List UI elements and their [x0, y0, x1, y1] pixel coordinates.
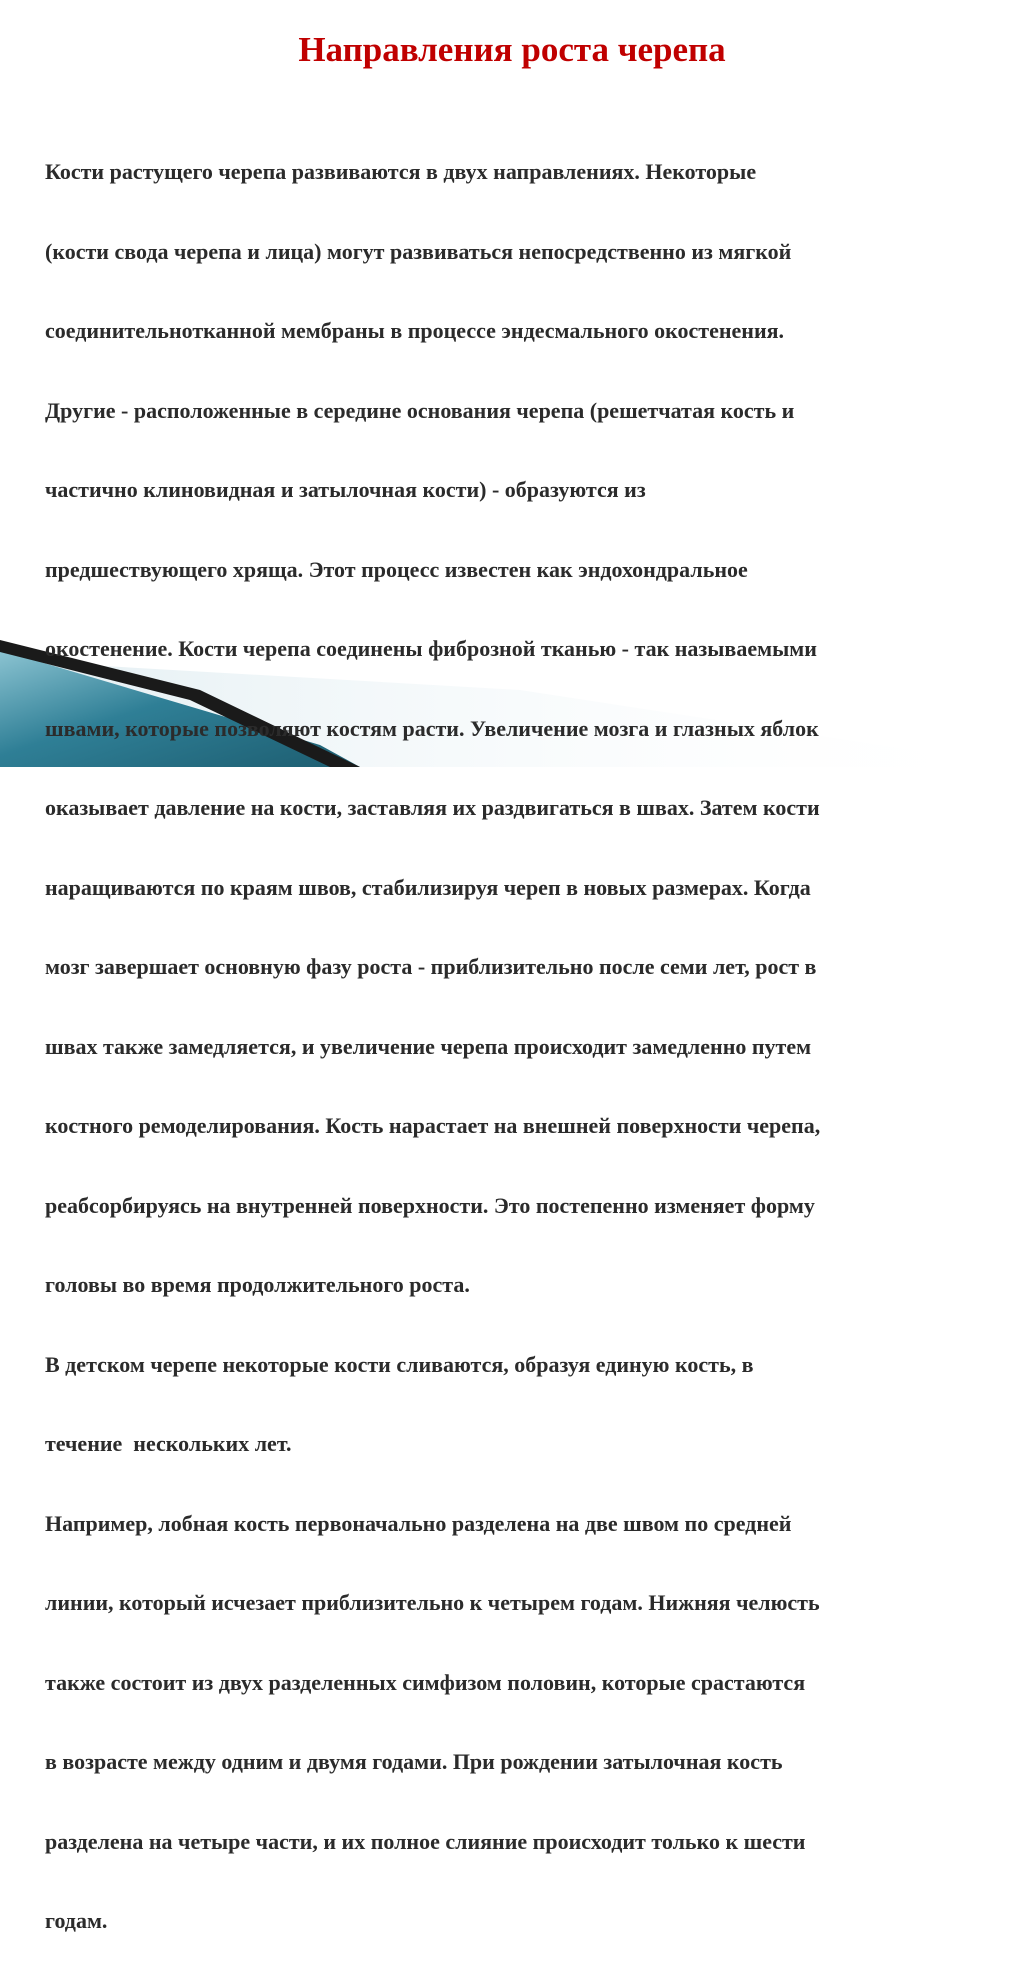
text-line: оказывает давление на кости, заставляя их раздвигаться в швах. Затем кости — [45, 795, 820, 820]
slide-title: Направления роста черепа — [298, 30, 726, 69]
text-line: В детском черепе некоторые кости сливаются, образуя единую кость, в — [45, 1351, 754, 1377]
text-line: также состоит из двух разделенных симфизом половин, которые срастаются — [45, 1669, 806, 1695]
text-line: окостенение. Кости черепа соединены фиброзной тканью - так называемыми — [45, 636, 817, 661]
text-line: швах также замедляется, и увеличение черепа происходит замедленно путем — [45, 1033, 812, 1059]
text-line: предшествующего хряща. Этот процесс известен как эндохондральное — [45, 556, 748, 582]
text-line: Кости растущего черепа развиваются в двух направлениях. Некоторые — [45, 159, 757, 184]
text-line: Например, лобная кость первоначально разделена на две швом по средней — [45, 1510, 792, 1536]
text-line: швами, которые позволяют костям расти. Увеличение мозга и глазных яблок — [45, 715, 819, 741]
text-line: в возрасте между одним и двумя годами. При рождении затылочная кость — [45, 1749, 783, 1774]
text-line: частично клиновидная и затылочная кости) - образуются из — [45, 477, 646, 502]
text-line: соединительнотканной мембраны в процессе эндесмального окостенения. — [45, 318, 785, 343]
text-line: Другие - расположенные в середине основания черепа (решетчатая кость и — [45, 397, 795, 423]
body-text — [45, 106, 1005, 1988]
text-line: костного ремоделирования. Кость нарастает на внешней поверхности черепа, — [45, 1113, 821, 1138]
text-line: (кости свода черепа и лица) могут развиваться непосредственно из мягкой — [45, 238, 792, 264]
text-line: наращиваются по краям швов, стабилизируя череп в новых размерах. Когда — [45, 874, 811, 900]
text-line: реабсорбируясь на внутренней поверхности. Это постепенно изменяет форму — [45, 1192, 815, 1218]
text-line: мозг завершает основную фазу роста - приблизительно после семи лет, рост в — [45, 954, 817, 979]
text-line: головы во время продолжительного роста. — [45, 1272, 470, 1297]
text-line: разделена на четыре части, и их полное слияние происходит только к шести — [45, 1828, 806, 1854]
text-line: линии, который исчезает приблизительно к четырем годам. Нижняя челюсть — [45, 1590, 820, 1615]
text-line: течение нескольких лет. — [45, 1431, 292, 1456]
text-line: годам. — [45, 1908, 108, 1933]
